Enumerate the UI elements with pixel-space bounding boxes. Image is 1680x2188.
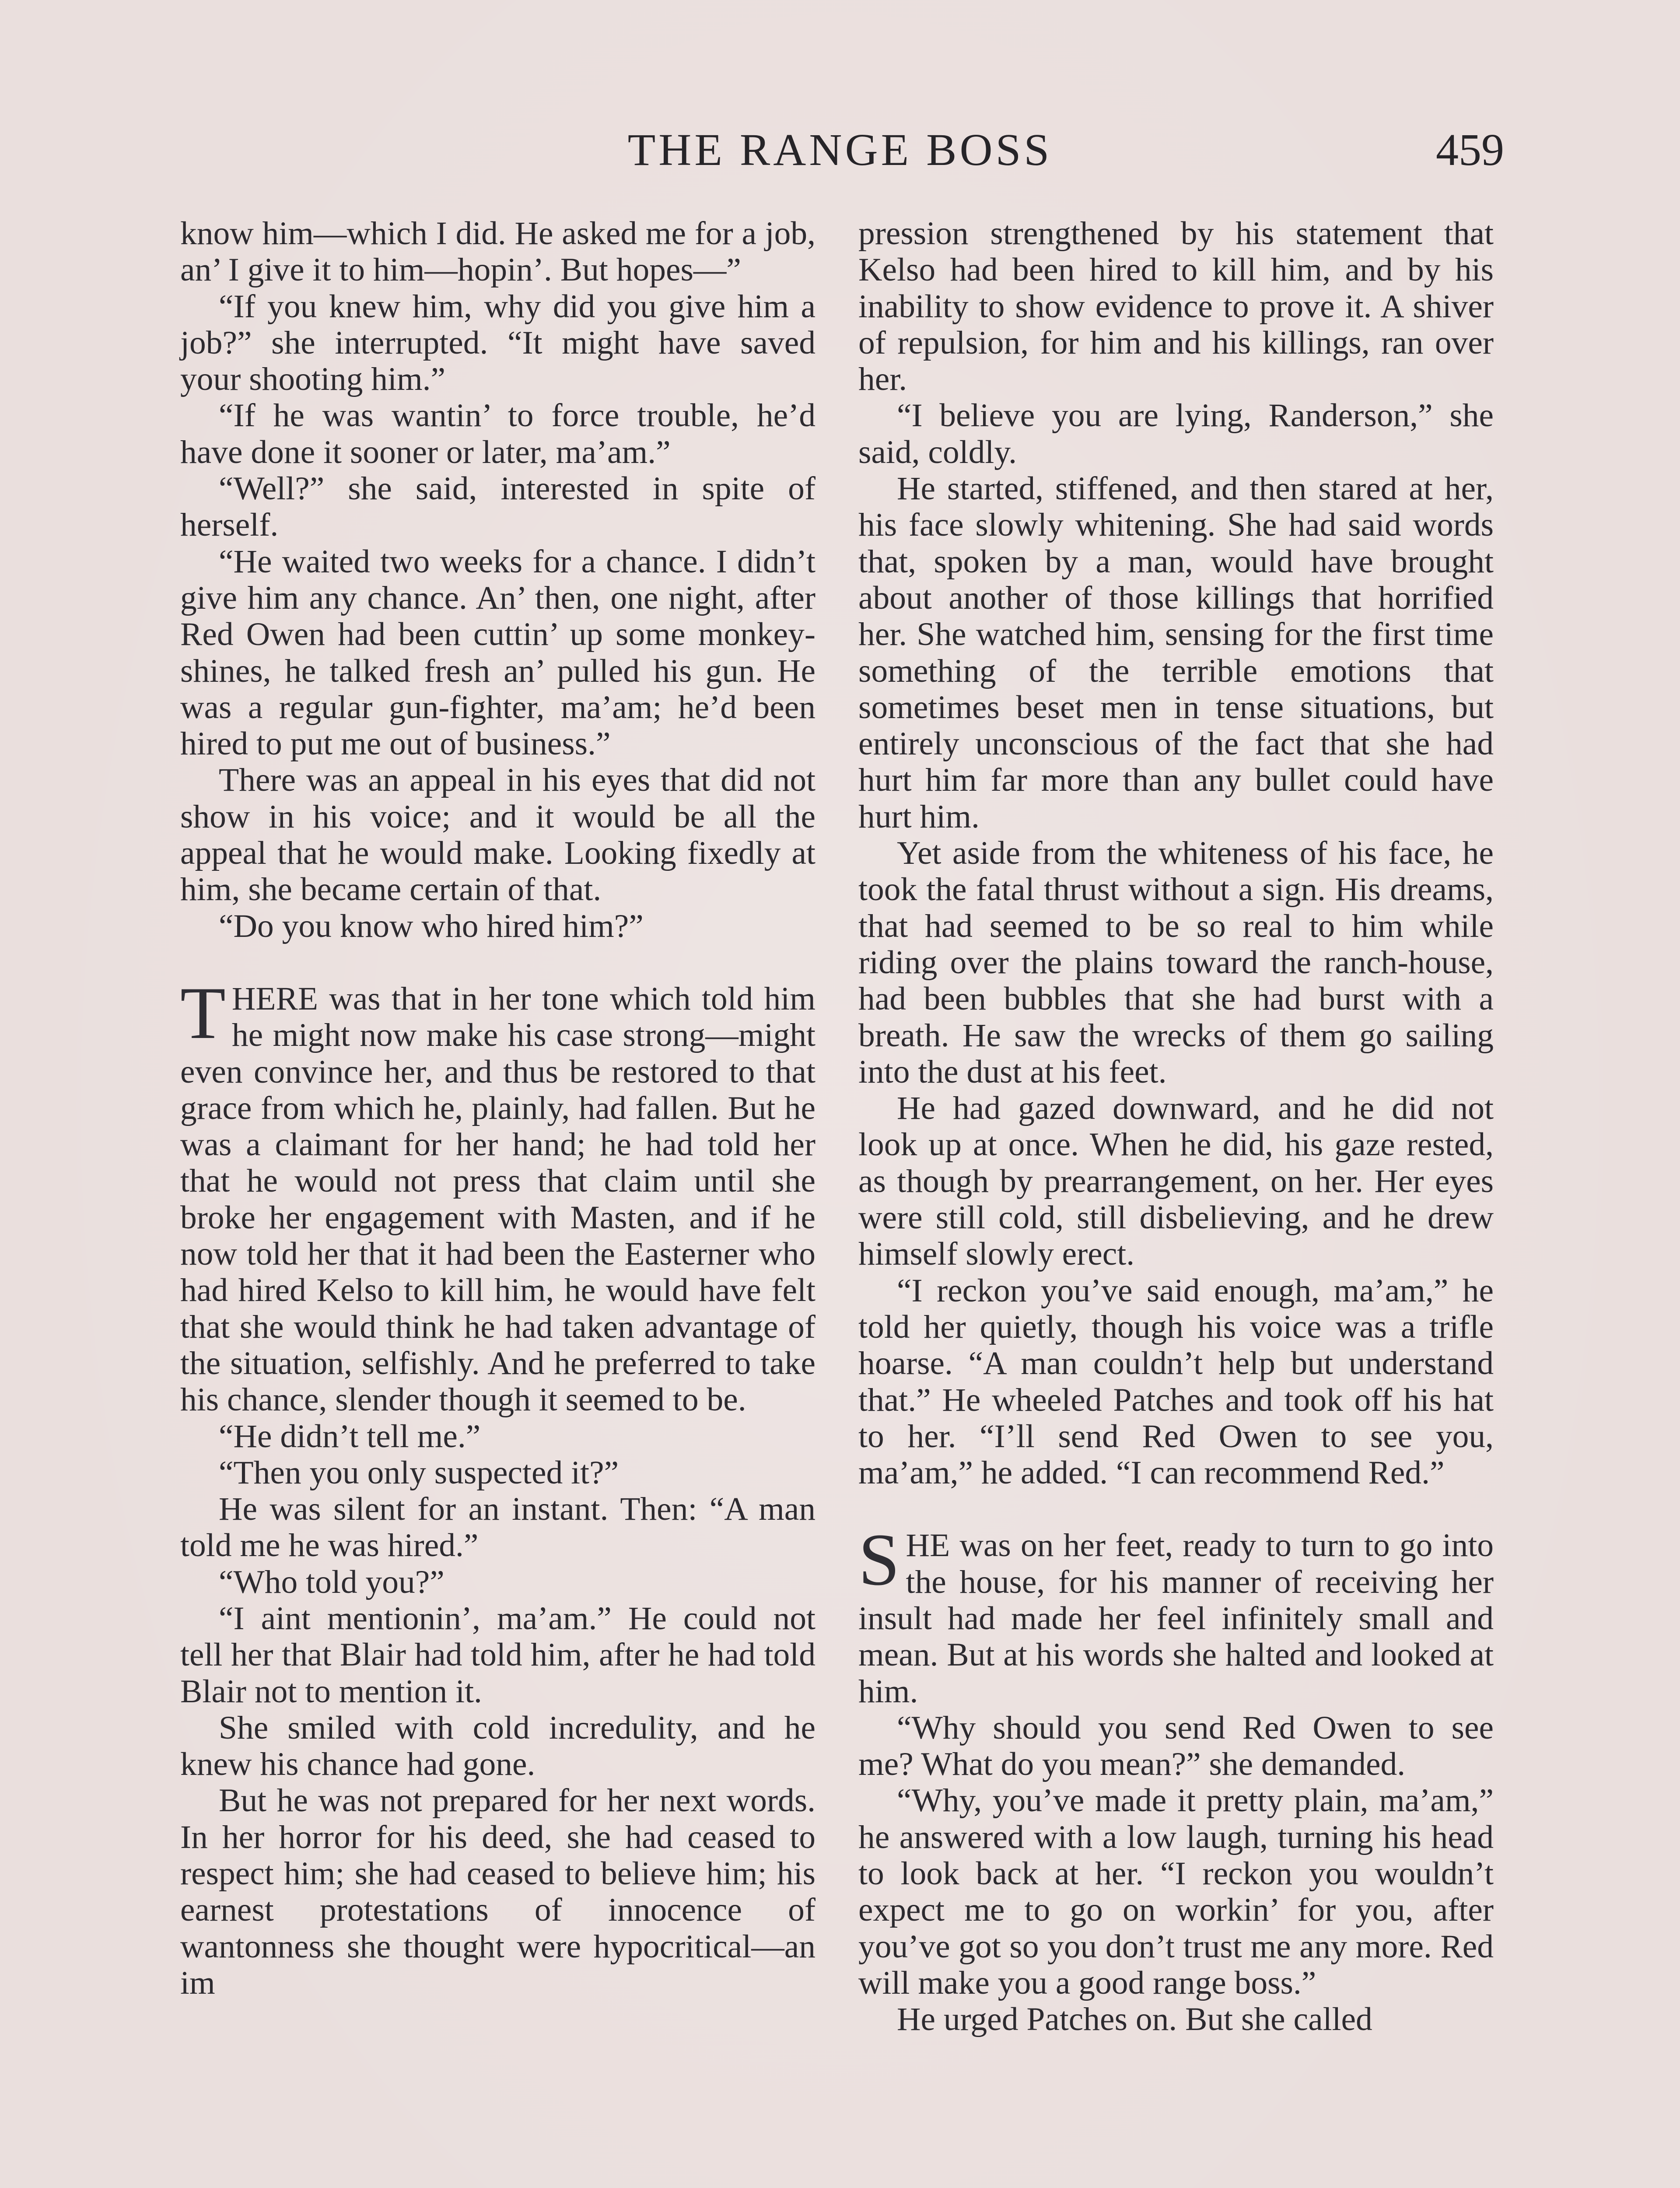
paragraph: She smiled with cold incredulity, and he knew his chance had gone. — [180, 1709, 816, 1783]
paragraph: “He didn’t tell me.” — [219, 1418, 481, 1455]
paragraph: “He waited two weeks for a chance. I didn’t give him any chance. An’ then, one night, after Red Owen had been cuttin’ up some monkey-shines, he talked fresh an’ pulled his gun. He was a regular gun-fighter, ma’am; he’d been hired to put me out of business.” — [180, 543, 816, 762]
paragraph: He urged Patches on. But she called — [897, 2001, 1372, 2038]
paragraph: But he was not prepared for her next words. In her horror for his deed, she had ceased to respect him; she had ceased to believe him; his earnest protestations of innocence of wantonness she thought were hypocritical—an im — [180, 1782, 816, 2001]
page-number: 459 — [1436, 125, 1504, 175]
page-title: THE RANGE BOSS — [627, 125, 1053, 175]
paragraph: He was silent for an instant. Then: “A man told me he was hired.” — [180, 1491, 816, 1564]
paragraph: “Why, you’ve made it pretty plain, ma’am,” he answered with a low laugh, turning his head to look back at her. “I reckon you wouldn’t expect me to go on workin’ for you, after you’ve got so you don’t trust me any more. Red will make you a good range boss.” — [858, 1782, 1494, 2001]
paragraph: “Then you only suspected it?” — [219, 1454, 619, 1491]
running-header — [0, 122, 1680, 179]
paragraph: He started, stiffened, and then stared at her, his face slowly whitening. She had said words that, spoken by a man, would have brought about another of those killings that horrified her. She watched him, sensing for the first time something of the terrible emotions that sometimes beset men in tense situations, but entirely unconscious of the fact that she had hurt him far more than any bullet could have hurt him. — [858, 470, 1494, 835]
section-paragraph — [858, 1518, 1494, 1710]
paragraph-text: HE was on her feet, ready to turn to go into the house, for his manner of receiving her insult had made her feel infinitely small and mean. But at his words she halted and looked at him. — [858, 1527, 1494, 1710]
drop-cap: T — [180, 971, 226, 1054]
paragraph: know him—which I did. He asked me for a job, an’ I give it to him—hopin’. But hopes—” — [180, 215, 816, 288]
paragraph: He had gazed downward, and he did not look up at once. When he did, his gaze rested, as though by prearrangement, on her. Her eyes were still cold, still disbelieving, and he drew himself slowly erect. — [858, 1090, 1494, 1273]
paragraph: “Why should you send Red Owen to see me? What do you mean?” she demanded. — [858, 1709, 1494, 1783]
right-column — [858, 215, 1494, 2038]
paragraph-text: HERE was that in her tone which told him he might now make his case strong—might even convince her, and thus be restored to that grace from which he, plainly, had fallen. But he was a claimant for her hand; he had told her that he would not press that claim until she broke her engagement with Masten, and if he now told her that it had been the Easterner who had hired Kelso to kill him, he would have felt that she would think he had taken advantage of the situation, selfishly. And he preferred to take his chance, slender though it seemed to be. — [180, 980, 816, 1418]
section-paragraph — [180, 971, 816, 1418]
paragraph: “I reckon you’ve said enough, ma’am,” he told her quietly, though his voice was a trifle hoarse. “A man couldn’t help but understand that.” He wheeled Patches and took off his hat to her. “I’ll send Red Owen to see you, ma’am,” he added. “I can recommend Red.” — [858, 1272, 1494, 1491]
paragraph: “I believe you are lying, Randerson,” she said, coldly. — [858, 397, 1494, 470]
paragraph: “I aint mentionin’, ma’am.” He could not tell her that Blair had told him, after he had told Blair not to mention it. — [180, 1600, 816, 1710]
paragraph: There was an appeal in his eyes that did not show in his voice; and it would be all the appeal that he would make. Looking fixedly at him, she became certain of that. — [180, 762, 816, 908]
drop-cap: S — [858, 1518, 900, 1601]
left-column — [180, 215, 816, 2001]
paragraph: “If you knew him, why did you give him a job?” she interrupted. “It might have saved your shooting him.” — [180, 288, 816, 398]
paragraph: Yet aside from the whiteness of his face, he took the fatal thrust without a sign. His dreams, that had seemed to be so real to him while riding over the plains toward the ranch-house, had been bubbles that she had burst with a breath. He saw the wrecks of them go sailing into the dust at his feet. — [858, 835, 1494, 1090]
paragraph: “If he was wantin’ to force trouble, he’d have done it sooner or later, ma’am.” — [180, 397, 816, 470]
paragraph: “Do you know who hired him?” — [219, 908, 644, 944]
paragraph: “Who told you?” — [219, 1564, 444, 1600]
paragraph: “Well?” she said, interested in spite of herself. — [180, 470, 816, 543]
paragraph: pression strengthened by his statement that Kelso had been hired to kill him, and by his inability to show evidence to prove it. A shiver of repulsion, for him and his killings, ran over her. — [858, 215, 1494, 398]
